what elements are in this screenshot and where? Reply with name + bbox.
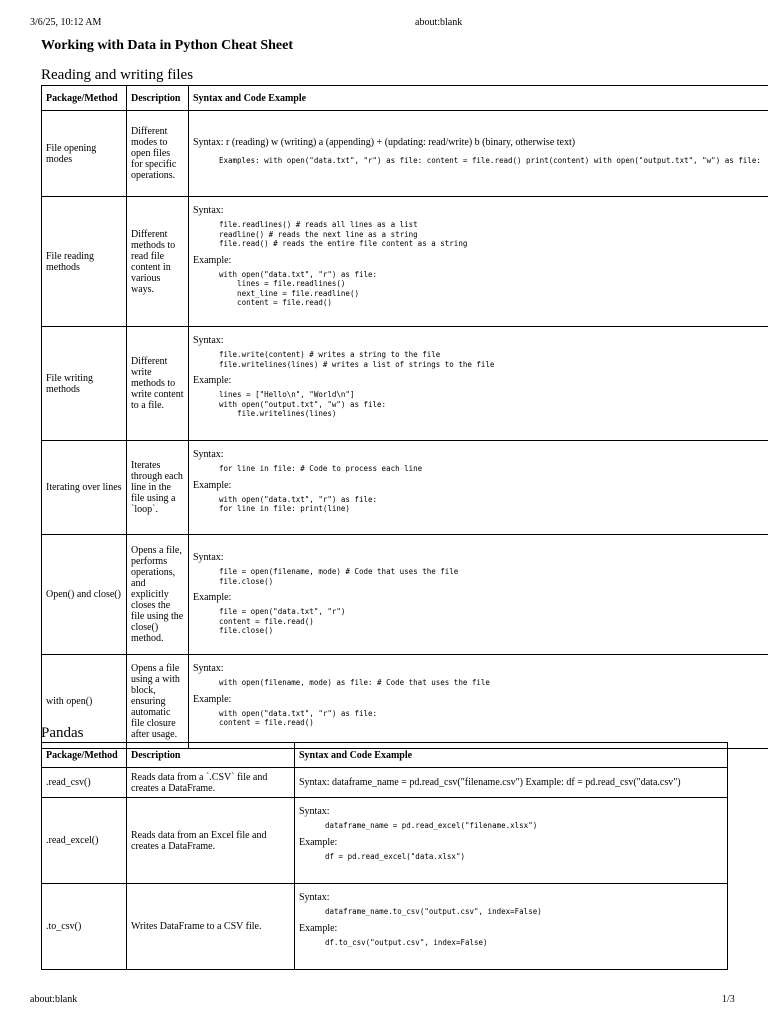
description-cell: Reads data from an Excel file and creates a DataFrame. <box>127 798 295 884</box>
column-header: Package/Method <box>42 743 127 768</box>
pandas-table <box>41 742 728 970</box>
syntax-cell <box>295 768 728 798</box>
syntax-label: Syntax: <box>193 449 224 460</box>
example-label: Example: <box>299 922 338 934</box>
description-cell: Different modes to open files for specific operations. <box>127 111 189 197</box>
example-code: lines = ["Hello\n", "World\n"] with open("output.txt", "w") as file: file.writelines(lines) <box>219 390 387 418</box>
column-header: Syntax and Code Example <box>295 743 728 768</box>
syntax-cell <box>189 327 768 441</box>
footer-url: about:blank <box>30 994 78 1005</box>
example-label: Example: <box>193 592 232 604</box>
page-title: Working with Data in Python Cheat Sheet <box>41 38 294 53</box>
syntax-cell <box>189 535 768 655</box>
method-cell: Iterating over lines <box>42 441 127 535</box>
section-heading-files: Reading and writing files <box>41 67 194 83</box>
syntax-cell <box>189 111 768 197</box>
column-header: Description <box>127 86 189 111</box>
example-code: with open("data.txt", "r") as file: for line in file: print(line) <box>219 494 378 513</box>
print-datetime: 3/6/25, 10:12 AM <box>30 17 102 28</box>
description-cell: Iterates through each line in the file using a `loop`. <box>127 441 189 535</box>
method-cell: with open() <box>42 655 127 749</box>
syntax-label: Syntax: dataframe_name = pd.read_csv("filename.csv") Example: df = pd.read_csv("data.csv") <box>299 777 681 788</box>
example-code: df = pd.read_excel("data.xlsx") <box>325 851 465 861</box>
syntax-label: Syntax: r (reading) w (writing) a (appending) + (updating: read/write) b (binary, otherwise text) <box>193 137 576 149</box>
example-label: Example: <box>193 375 232 386</box>
table-row <box>42 655 768 749</box>
syntax-cell <box>189 441 768 535</box>
table-row <box>42 197 768 327</box>
table-header-row <box>42 743 728 768</box>
example-code: with open("data.txt", "r") as file: content = file.read() <box>219 708 378 727</box>
example-label: Example: <box>193 254 232 266</box>
description-cell: Different methods to read file content in various ways. <box>127 197 189 327</box>
table-row <box>42 111 768 197</box>
method-cell: Open() and close() <box>42 535 127 655</box>
example-code: df.to_csv("output.csv", index=False) <box>325 937 488 947</box>
table-header-row <box>42 86 768 111</box>
method-cell: .read_csv() <box>42 768 127 798</box>
table-row <box>42 441 768 535</box>
table-row <box>42 535 768 655</box>
syntax-cell <box>295 798 728 884</box>
table-row <box>42 798 728 884</box>
example-code: with open("data.txt", "r") as file: lines = file.readlines() next_line = file.readline() content = file.read() <box>219 269 378 307</box>
example-label: Example: <box>193 693 232 705</box>
syntax-code: file.readlines() # reads all lines as a list readline() # reads the next line as a string file.read() # reads the entire file content as a string <box>219 220 468 248</box>
syntax-label: Syntax: <box>299 892 330 903</box>
method-cell: File reading methods <box>42 197 127 327</box>
syntax-label: Syntax: <box>299 806 330 817</box>
description-cell: Opens a file, performs operations, and explicitly closes the file using the close() method. <box>127 535 189 655</box>
syntax-code: dataframe_name.to_csv("output.csv", index=False) <box>325 907 542 916</box>
table-row <box>42 768 728 798</box>
column-header: Package/Method <box>42 86 127 111</box>
syntax-code: Examples: with open("data.txt", "r") as file: content = file.read() print(content) with open("output.txt", "w") as file: <box>219 156 761 166</box>
description-cell: Different write methods to write content to a file. <box>127 327 189 441</box>
syntax-code: dataframe_name = pd.read_excel("filename.xlsx") <box>325 821 538 830</box>
page-number: 1/3 <box>722 994 735 1005</box>
description-cell: Opens a file using a with block, ensuring automatic file closure after usage. <box>127 655 189 749</box>
syntax-label: Syntax: <box>193 335 224 346</box>
column-header: Syntax and Code Example <box>189 86 768 111</box>
syntax-code: with open(filename, mode) as file: # Code that uses the file <box>219 678 490 687</box>
section-heading-pandas: Pandas <box>41 725 84 741</box>
method-cell: File opening modes <box>42 111 127 197</box>
syntax-label: Syntax: <box>193 205 224 216</box>
syntax-label: Syntax: <box>193 663 224 674</box>
print-url: about:blank <box>415 17 463 28</box>
syntax-cell <box>189 197 768 327</box>
example-code: file = open("data.txt", "r") content = file.read() file.close() <box>219 607 346 636</box>
column-header: Description <box>127 743 295 768</box>
method-cell: .to_csv() <box>42 884 127 970</box>
syntax-label: Syntax: <box>193 552 224 564</box>
syntax-cell <box>189 655 768 749</box>
example-label: Example: <box>193 479 232 491</box>
example-label: Example: <box>299 836 338 848</box>
table-row <box>42 884 728 970</box>
table-row <box>42 327 768 441</box>
syntax-cell <box>295 884 728 970</box>
method-cell: .read_excel() <box>42 798 127 884</box>
description-cell: Reads data from a `.CSV` file and creates a DataFrame. <box>127 768 295 798</box>
method-cell: File writing methods <box>42 327 127 441</box>
syntax-code: for line in file: # Code to process each line <box>219 464 423 473</box>
files-table <box>41 85 768 749</box>
description-cell: Writes DataFrame to a CSV file. <box>127 884 295 970</box>
syntax-code: file.write(content) # writes a string to the file file.writelines(lines) # writes a list of strings to the file <box>219 350 495 369</box>
syntax-code: file = open(filename, mode) # Code that uses the file file.close() <box>219 567 459 586</box>
